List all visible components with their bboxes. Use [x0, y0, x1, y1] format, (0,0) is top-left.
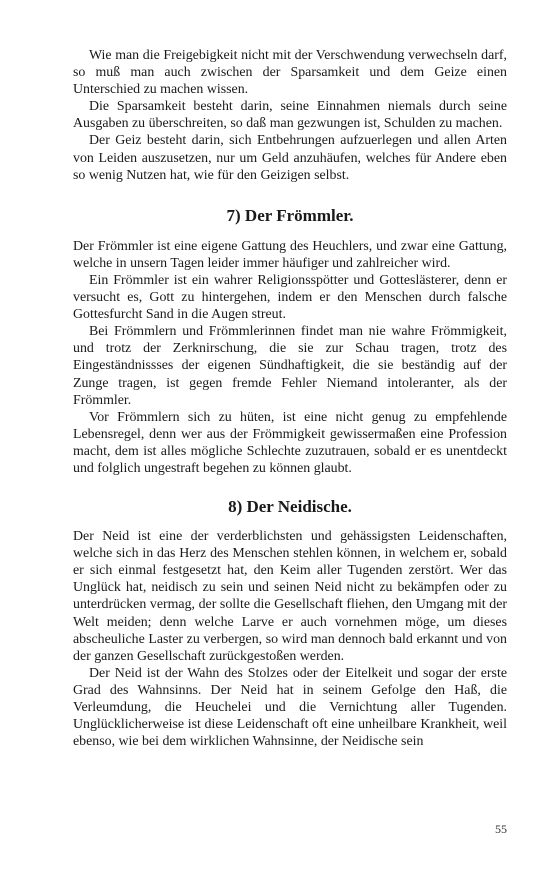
section-7-paragraph-3: Bei Frömmlern und Frömmlerinnen findet man nie wahre Frömmigkeit, und trotz der Zerknirschung, die sie zur Schau tragen, trotz des Eingeständnissses der eigenen Sündhaftigkeit, die sie beständig auf der Zunge tragen, ist gegen fremde Fehler Niemand intoleranter, als der Frömmler.	[73, 324, 507, 408]
section-8-heading: 8) Der Neidische.	[228, 497, 352, 517]
section-7-paragraph-2: Ein Frömmler ist ein wahrer Religionsspötter und Gotteslästerer, denn er versucht es, Gott zu hintergehen, indem er den Menschen durch falsche Gottesfurcht Sand in die Augen streut.	[73, 272, 507, 323]
page-number: 55	[495, 822, 507, 836]
intro-paragraph-2: Die Sparsamkeit besteht darin, seine Einnahmen niemals durch seine Ausgaben zu überschreiten, so daß man gezwungen ist, Schulden zu machen.	[73, 99, 507, 132]
intro-paragraph-1: Wie man die Freigebigkeit nicht mit der Verschwendung verwechseln darf, so muß man auch zwischen der Sparsamkeit und dem Geize einen Unterschied zu machen wissen.	[73, 48, 507, 98]
page-body	[73, 47, 507, 750]
intro-paragraph-3: Der Geiz besteht darin, sich Entbehrungen aufzuerlegen und allen Arten von Leiden auszusetzen, nur um Geld anzuhäufen, welches für Andere eben so wenig Nutzen hat, wie für den Geizigen selbst.	[73, 133, 507, 183]
section-8-paragraph-2: Der Neid ist der Wahn des Stolzes oder der Eitelkeit und sogar der erste Grad des Wahnsinns. Der Neid hat in seinem Gefolge den Haß, die Verleumdung, die Heuchelei und die Vernichtung aller Tugenden. Unglücklicherweise ist diese Leidenschaft oft eine unheilbare Krankheit, weil ebenso, wie bei dem wirklichen Wahnsinne, der Neidische sein	[73, 665, 507, 750]
section-7-paragraph-1: Der Frömmler ist eine eigene Gattung des Heuchlers, und zwar eine Gattung, welche in unsern Tagen leider immer häufiger und zahlreicher wird.	[73, 238, 507, 271]
section-7-paragraph-4: Vor Frömmlern sich zu hüten, ist eine nicht genug zu empfehlende Lebensregel, denn wer aus der Frömmigkeit gewissermaßen eine Profession macht, dem ist alles mögliche Schlechte zuzutrauen, sobald er es unentdeckt und folglich ungestraft begehen zu können glaubt.	[73, 409, 507, 476]
section-8-paragraph-1: Der Neid ist eine der verderblichsten und gehässigsten Leidenschaften, welche sich in das Herz des Menschen stehlen können, in welchem er, sobald er sich einmal festgesetzt hat, den Keim aller Tugenden zerstört. Wer das Unglück hat, neidisch zu sein und seinen Neid nicht zu bekämpfen oder zu unterdrücken vermag, der sollte die Gesellschaft fliehen, den Umgang mit der Welt meiden; denn welche Larve er auch vornehmen möge, um dieses abscheuliche Laster zu verbergen, so wird man dennoch bald erkannt und von der ganzen Gesellschaft zurückgestoßen werden.	[73, 529, 507, 664]
section-7-heading: 7) Der Frömmler.	[226, 205, 354, 225]
